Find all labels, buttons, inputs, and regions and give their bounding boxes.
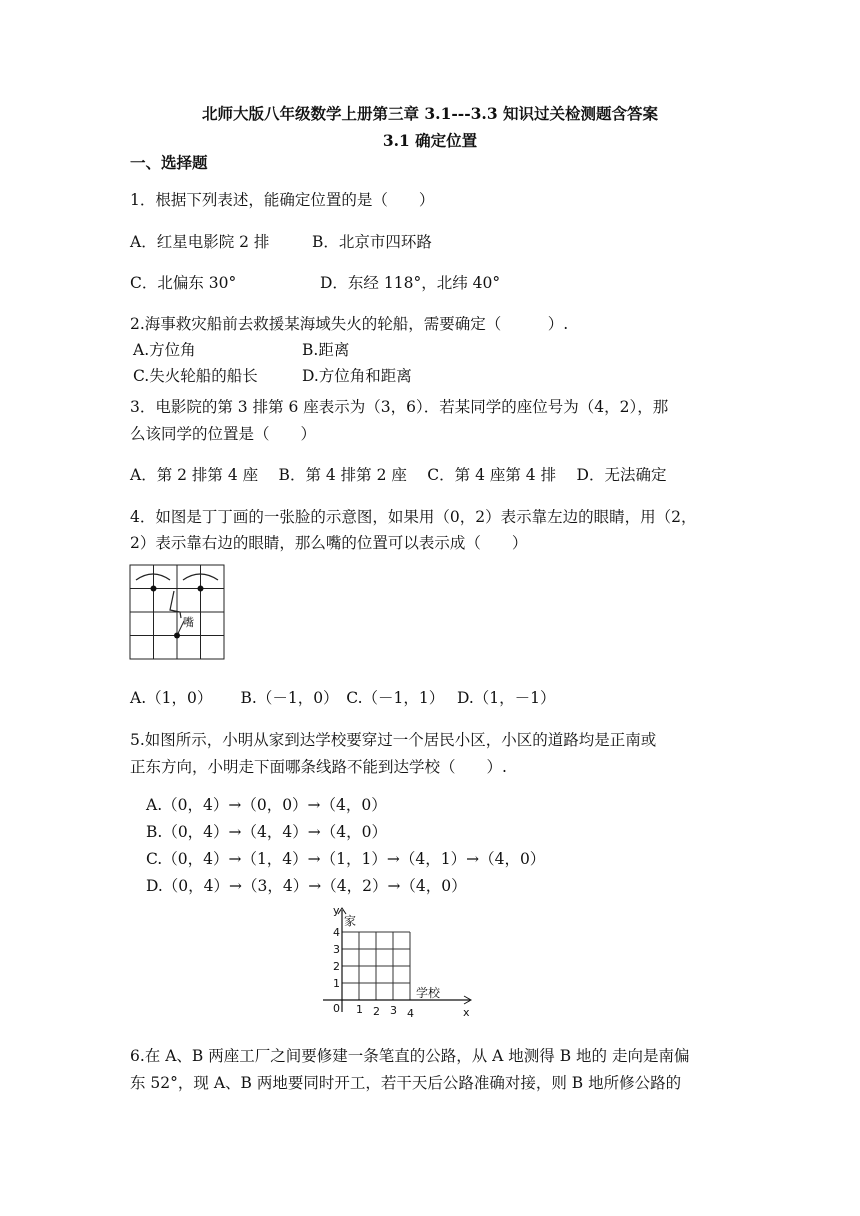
nose-shape <box>170 591 181 618</box>
q4-stem-line1: 4．如图是丁丁画的一张脸的示意图，如果用（0，2）表示靠左边的眼睛，用（2， <box>130 508 697 526</box>
q2-option-c: C.失火轮船的船长 <box>133 367 258 385</box>
q6-line2: 东 52°，现 A、B 两地要同时开工，若干天后公路准确对接，则 B 地所修公路的 <box>130 1074 682 1092</box>
q1-option-d: D．东经 118°，北纬 40° <box>320 274 501 292</box>
y-tick-4: 4 <box>333 926 340 939</box>
section-subtitle: 3.1 确定位置 <box>382 131 478 150</box>
route-grid-lines <box>342 932 410 1000</box>
section-heading: 一、选择题 <box>130 153 208 172</box>
q2-option-a: A.方位角 <box>133 341 196 359</box>
x-tick-1: 1 <box>356 1003 363 1016</box>
y-tick-2: 2 <box>333 960 340 973</box>
mouth-label: 嘴 <box>183 616 194 629</box>
y-tick-3: 3 <box>333 943 340 956</box>
q5-option-a: A.（0，4）→（0，0）→（4，0） <box>146 796 387 814</box>
q4-stem-line2: 2）表示靠右边的眼睛，那么嘴的位置可以表示成（ ） <box>130 534 528 552</box>
home-label: 家 <box>344 914 357 928</box>
q1-stem: 1．根据下列表述，能确定位置的是（ ） <box>130 191 435 209</box>
q5-option-b: B.（0，4）→（4，4）→（4，0） <box>146 823 387 841</box>
document-title: 北师大版八年级数学上册第三章 3.1---3.3 知识过关检测题含答案 <box>201 104 659 123</box>
q2-option-b: B.距离 <box>302 341 350 359</box>
right-eye-dot <box>198 586 204 592</box>
q1-option-b: B．北京市四环路 <box>312 233 432 251</box>
q5-option-c: C.（0，4）→（1，4）→（1，1）→（4，1）→（4，0） <box>146 850 546 868</box>
q2-stem: 2.海事救灾船前去救援某海域失火的轮船，需要确定（ ）. <box>130 315 569 333</box>
x-tick-2: 2 <box>373 1005 380 1018</box>
face-grid-figure <box>128 563 228 661</box>
q5-option-d: D.（0，4）→（3，4）→（4，2）→（4，0） <box>146 877 467 895</box>
route-grid-figure <box>315 900 480 1025</box>
q5-stem-line2: 正东方向，小明走下面哪条线路不能到达学校（ ）. <box>130 758 507 776</box>
origin-label: 0 <box>333 1002 340 1015</box>
school-label: 学校 <box>416 986 441 1000</box>
q5-stem-line1: 5.如图所示，小明从家到达学校要穿过一个居民小区，小区的道路均是正南或 <box>130 731 657 749</box>
q3-stem-line1: 3．电影院的第 3 排第 6 座表示为（3，6）．若某同学的座位号为（4，2），那 <box>130 398 669 416</box>
q4-options: A.（1，0） B.（－1，0） C.（－1，1） D.（1，－1） <box>130 689 556 707</box>
q1-option-a: A．红星电影院 2 排 <box>130 233 270 251</box>
q6-line1: 6.在 A、B 两座工厂之间要修建一条笔直的公路，从 A 地测得 B 地的 走向是南偏 <box>130 1047 690 1065</box>
q3-stem-line2: 么该同学的位置是（ ） <box>130 425 317 443</box>
q1-option-c: C．北偏东 30° <box>130 274 237 292</box>
mouth-dot <box>174 633 180 639</box>
x-tick-4: 4 <box>407 1007 414 1020</box>
q2-option-d: D.方位角和距离 <box>302 367 412 385</box>
x-axis-label: x <box>463 1006 470 1019</box>
left-eye-dot <box>151 586 157 592</box>
y-axis-label: y <box>333 904 340 917</box>
x-tick-3: 3 <box>390 1004 397 1017</box>
q3-options: A．第 2 排第 4 座 B．第 4 排第 2 座 C．第 4 座第 4 排 D．无法确定 <box>130 466 667 484</box>
y-tick-1: 1 <box>333 977 340 990</box>
